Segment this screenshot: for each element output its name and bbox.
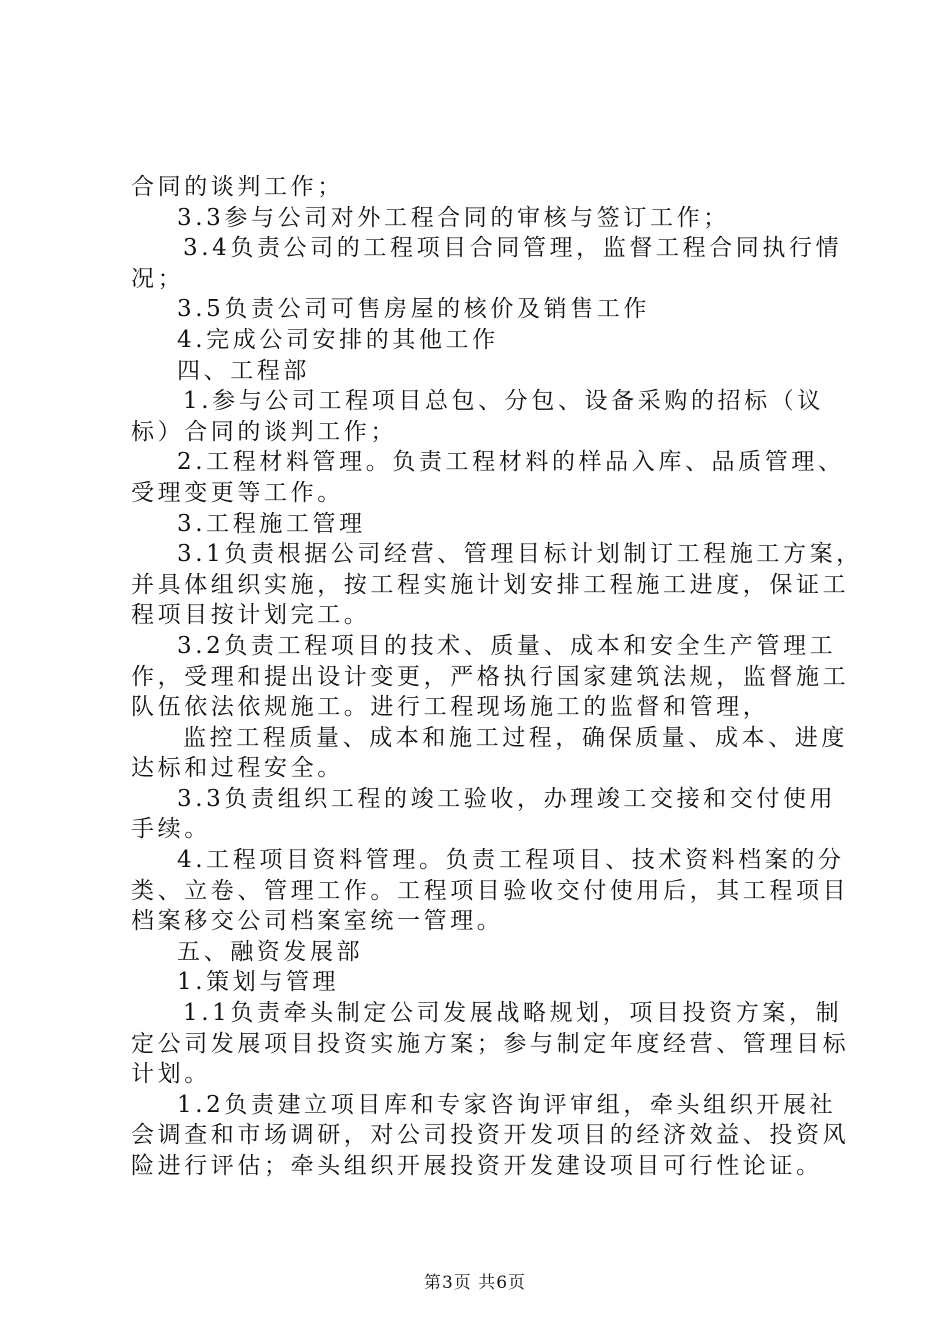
text-line: 险进行评估；牵头组织开展投资开发建设项目可行性论证。 [131, 1153, 823, 1179]
text-line: 作，受理和提出设计变更，严格执行国家建筑法规，监督施工 [131, 663, 850, 690]
text-line: 1.1负责牵头制定公司发展战略规划，项目投资方案，制 [183, 1000, 843, 1027]
text-line: 计划。 [131, 1061, 211, 1088]
text-line: 五、融资发展部 [177, 938, 364, 965]
text-line: 3.4负责公司的工程项目合同管理，监督工程合同执行情 [183, 235, 843, 262]
text-line: 会调查和市场调研，对公司投资开发项目的经济效益、投资风 [131, 1122, 850, 1149]
text-line: 1.策划与管理 [177, 969, 340, 996]
text-line: 1.参与公司工程项目总包、分包、设备采购的招标（议 [183, 388, 824, 415]
text-line: 并具体组织实施，按工程实施计划安排工程施工进度，保证工 [131, 571, 850, 598]
text-line: 3.5负责公司可售房屋的核价及销售工作 [177, 296, 650, 323]
text-line: 程项目按计划完工。 [131, 602, 371, 629]
text-line: 4.完成公司安排的其他工作 [177, 326, 499, 353]
text-line: 手续。 [131, 816, 211, 843]
text-line: 类、立卷、管理工作。工程项目验收交付使用后，其工程项目 [131, 877, 850, 904]
text-line: 3.3参与公司对外工程合同的审核与签订工作； [177, 204, 730, 231]
text-line: 1.2负责建立项目库和专家咨询评审组，牵头组织开展社 [177, 1091, 837, 1118]
text-line: 标）合同的谈判工作； [131, 418, 397, 445]
text-line: 达标和过程安全。 [131, 755, 344, 782]
text-line: 3.1负责根据公司经营、管理目标计划制订工程施工方案， [177, 541, 863, 568]
text-line: 4.工程项目资料管理。负责工程项目、技术资料档案的分 [177, 847, 845, 874]
text-line: 受理变更等工作。 [131, 479, 344, 506]
text-line: 3.3负责组织工程的竣工验收，办理竣工交接和交付使用 [177, 785, 837, 812]
text-line: 3.2负责工程项目的技术、质量、成本和安全生产管理工 [177, 632, 837, 659]
text-line: 定公司发展项目投资实施方案；参与制定年度经营、管理目标 [131, 1030, 850, 1057]
text-line: 档案移交公司档案室统一管理。 [131, 908, 504, 935]
text-line: 况； [131, 265, 185, 292]
text-line: 2.工程材料管理。负责工程材料的样品入库、品质管理、 [177, 449, 845, 476]
text-line: 四、工程部 [177, 357, 310, 384]
text-line: 监控工程质量、成本和施工过程，确保质量、成本、进度 [183, 724, 848, 751]
document-body [131, 172, 863, 1182]
text-line: 合同的谈判工作； [131, 174, 344, 200]
text-line: 队伍依法依规施工。进行工程现场施工的监督和管理， [131, 694, 770, 721]
text-line: 3.工程施工管理 [177, 510, 366, 537]
page-number-footer: 第3页 共6页 [423, 1273, 527, 1293]
